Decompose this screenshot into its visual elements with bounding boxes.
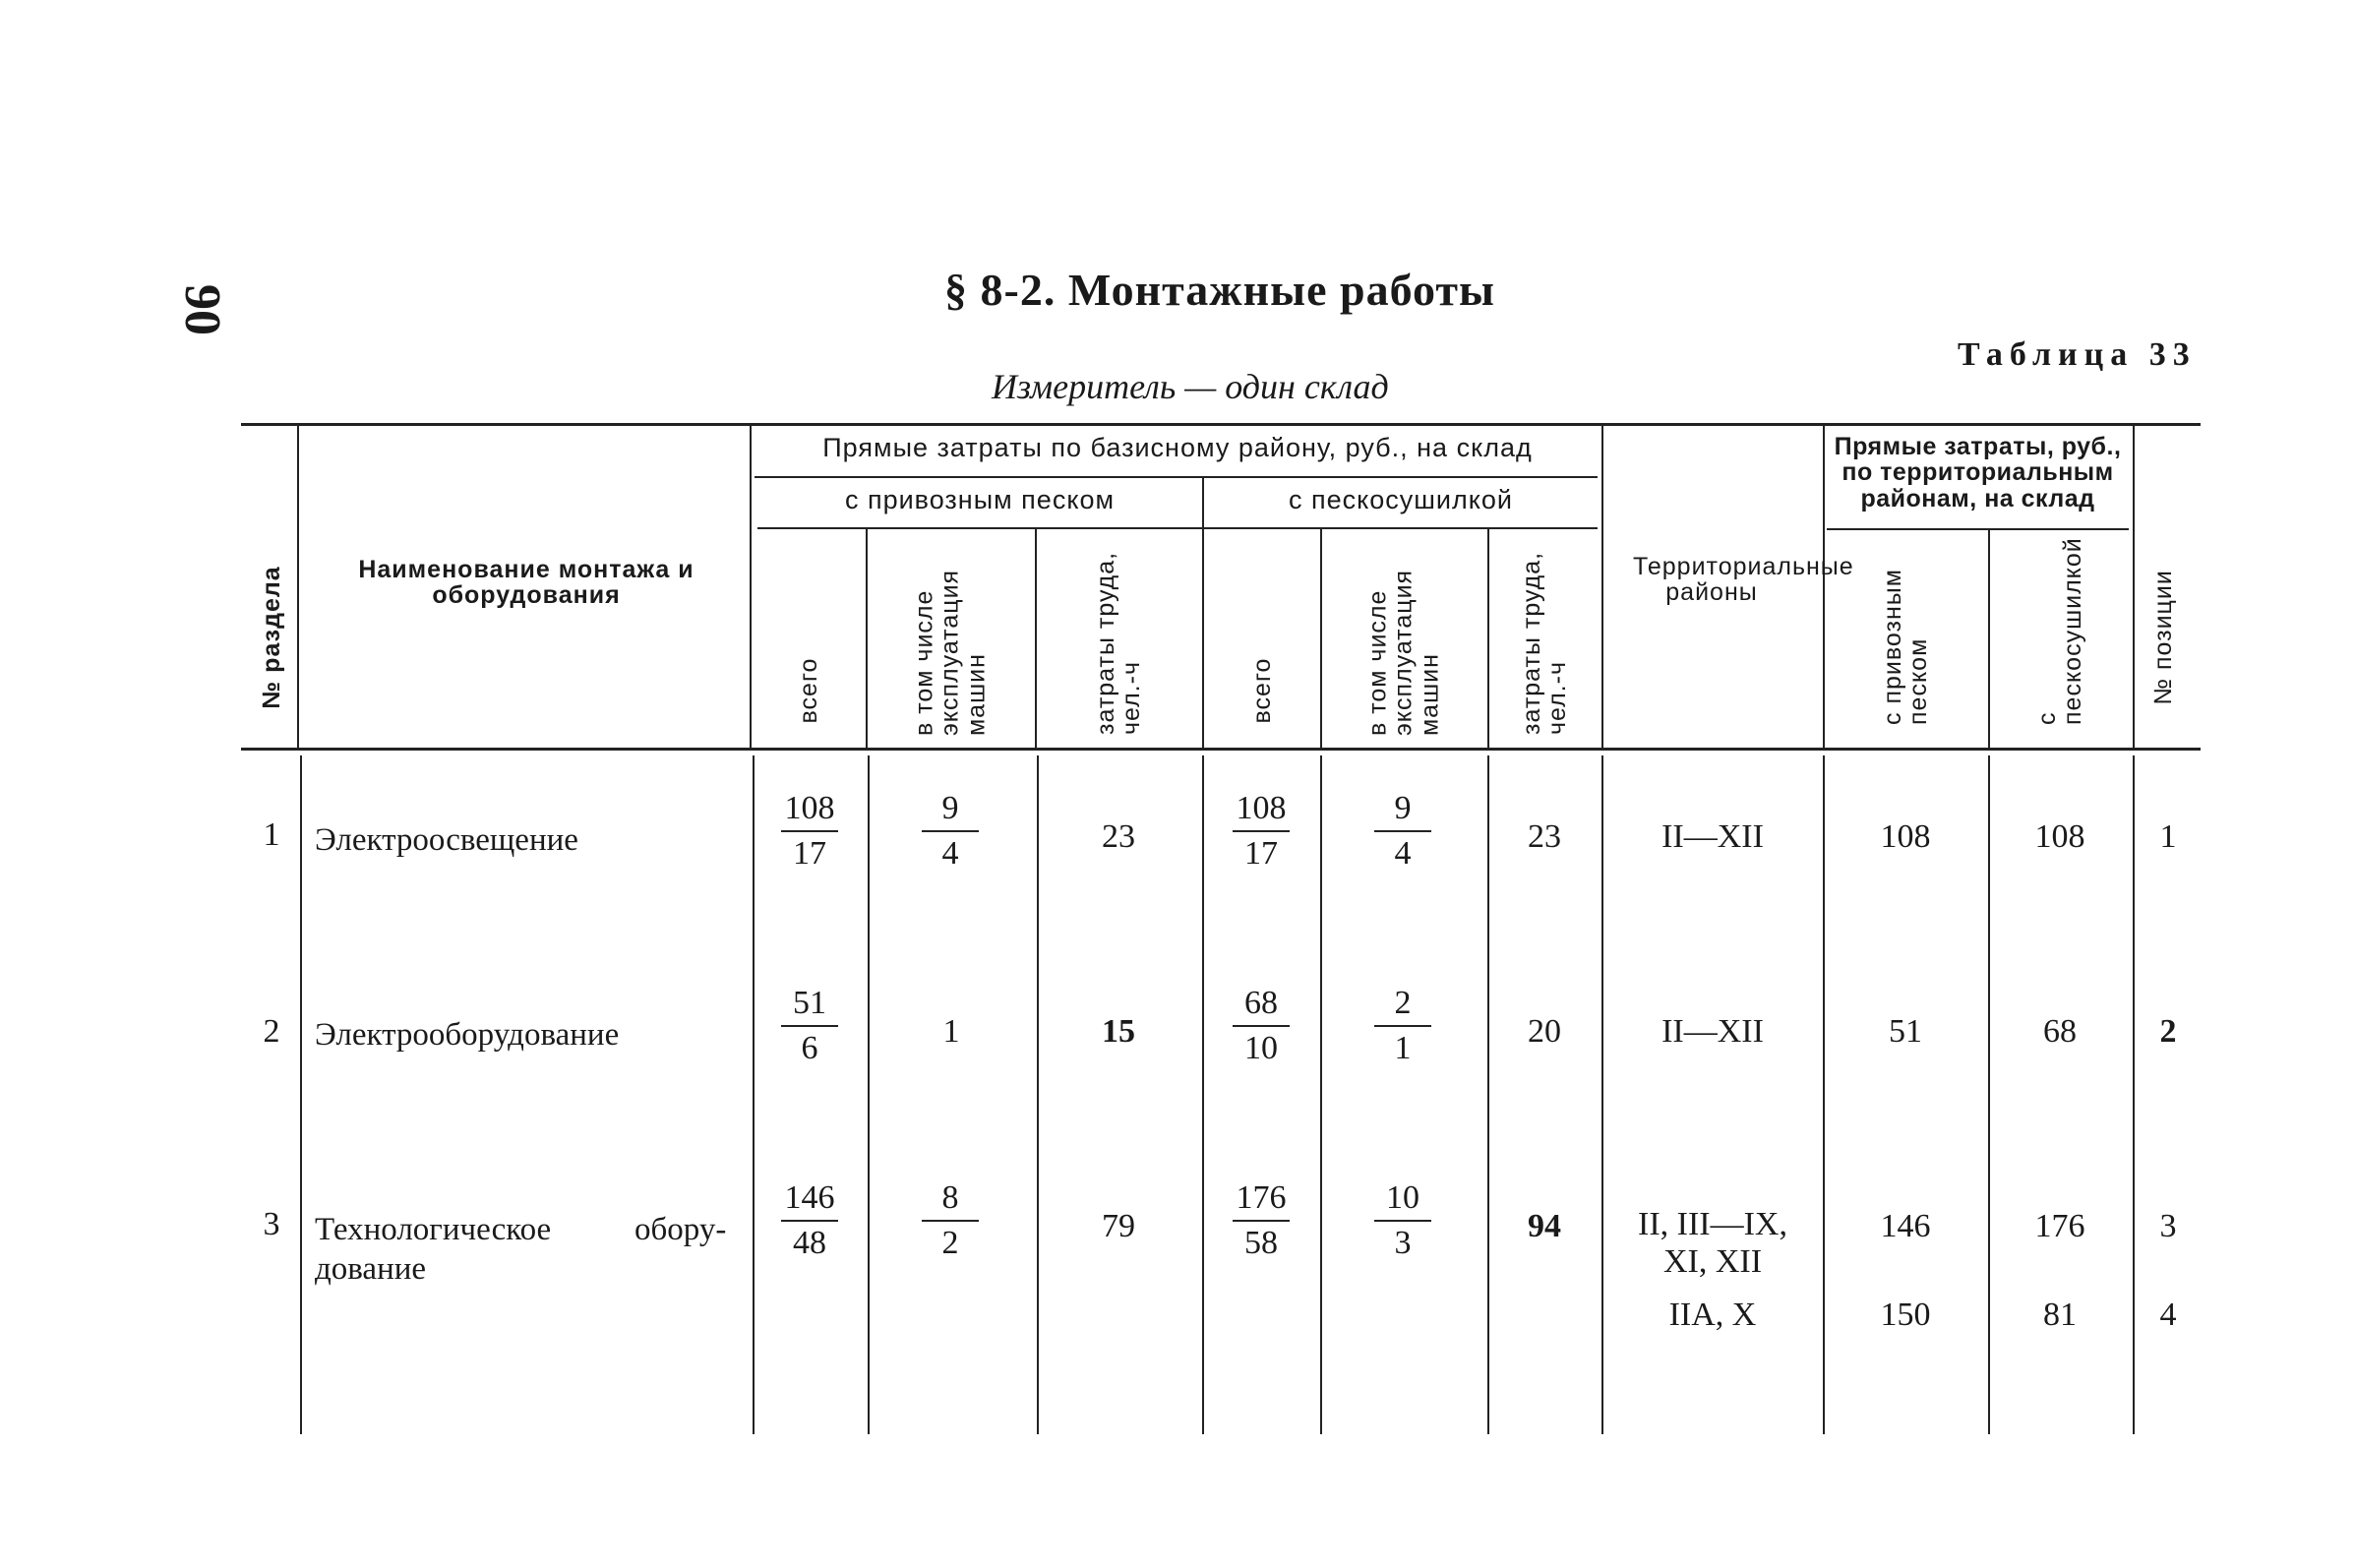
table-label: Таблица 33	[1958, 336, 2197, 373]
row-section-no: 2	[263, 1013, 280, 1050]
dryer-labor: 94	[1528, 1208, 1561, 1244]
dryer-total-fraction: 68 10	[1217, 982, 1305, 1070]
row-name: Электроосвещение	[315, 822, 578, 858]
header-name: Наименование монтажа и оборудования	[358, 556, 694, 610]
regions-line1: II, III—IX,	[1638, 1206, 1787, 1242]
header-group-territorial: Прямые затраты, руб., по территориальным районам, на склад	[1834, 433, 2122, 513]
row-name-part1: Технологическое	[315, 1212, 552, 1247]
header-dryer-total: всего	[1247, 657, 1276, 724]
terr-dryer: 108	[2034, 818, 2085, 855]
header-terr-dryer: с пескосушилкой	[2032, 537, 2086, 725]
dryer-labor: 20	[1528, 1013, 1561, 1050]
header-sand-machines: в том числе эксплуатация машин	[910, 569, 991, 736]
header-dryer-machines: в том числе эксплуатация машин	[1363, 569, 1444, 736]
header-sub-sand: с привозным песком	[844, 485, 1116, 514]
row-section-no: 3	[263, 1206, 280, 1242]
sand-machines-fraction: 9 4	[906, 787, 995, 875]
dryer-labor: 23	[1528, 818, 1561, 855]
sand-machines-fraction: 8 2	[906, 1176, 995, 1265]
position-no: 3	[2159, 1208, 2177, 1244]
sand-labor: 15	[1102, 1013, 1135, 1050]
sand-total-fraction: 108 17	[765, 787, 854, 875]
dryer-machines-fraction: 10 3	[1359, 1176, 1447, 1265]
regions: II—XII	[1661, 1013, 1764, 1050]
terr-sand: 51	[1889, 1013, 1922, 1050]
header-dryer-labor: затраты труда, чел.-ч	[1517, 551, 1571, 735]
sand-total-fraction: 146 48	[765, 1176, 854, 1265]
terr-dryer: 176	[2034, 1208, 2085, 1244]
dryer-machines-fraction: 2 1	[1359, 982, 1447, 1070]
terr-sand: 146	[1880, 1208, 1931, 1244]
measure-note: Измеритель — один склад	[992, 367, 1389, 406]
terr-dryer: 68	[2043, 1013, 2077, 1050]
regions-line2: XI, XII	[1662, 1243, 1763, 1280]
regions: II—XII	[1661, 818, 1764, 855]
header-position: № позиции	[2148, 570, 2177, 705]
header-sand-total: всего	[794, 657, 822, 724]
header-section-no: № раздела	[257, 566, 285, 709]
dryer-machines-fraction: 9 4	[1359, 787, 1447, 875]
regions-sub: IIA, X	[1668, 1297, 1757, 1333]
row-name-part2: обору-	[634, 1212, 727, 1247]
section-title: § 8-2. Монтажные работы	[944, 265, 1495, 315]
position-no: 2	[2159, 1013, 2177, 1050]
row-section-no: 1	[263, 816, 280, 853]
sand-machines: 1	[942, 1013, 960, 1050]
terr-sand-sub: 150	[1880, 1297, 1931, 1333]
sand-labor: 79	[1102, 1208, 1135, 1244]
header-sub-dryer: с пескосушилкой	[1289, 485, 1513, 514]
row-name-part3: дование	[315, 1251, 427, 1287]
position-no-sub: 4	[2159, 1297, 2177, 1333]
dryer-total-fraction: 108 17	[1217, 787, 1305, 875]
dryer-total-fraction: 176 58	[1217, 1176, 1305, 1265]
sand-labor: 23	[1102, 818, 1135, 855]
header-terr-sand: с привозным песком	[1878, 569, 1932, 725]
header-group-base: Прямые затраты по базисному району, руб., на склад	[822, 433, 1533, 462]
row-name: Электрооборудование	[315, 1017, 620, 1053]
terr-dryer-sub: 81	[2043, 1297, 2077, 1333]
header-regions: Территориальные районы	[1633, 553, 1854, 607]
position-no: 1	[2159, 818, 2177, 855]
sand-total-fraction: 51 6	[765, 982, 854, 1070]
page-number: 90	[174, 284, 230, 335]
header-sand-labor: затраты труда, чел.-ч	[1091, 551, 1145, 735]
terr-sand: 108	[1880, 818, 1931, 855]
